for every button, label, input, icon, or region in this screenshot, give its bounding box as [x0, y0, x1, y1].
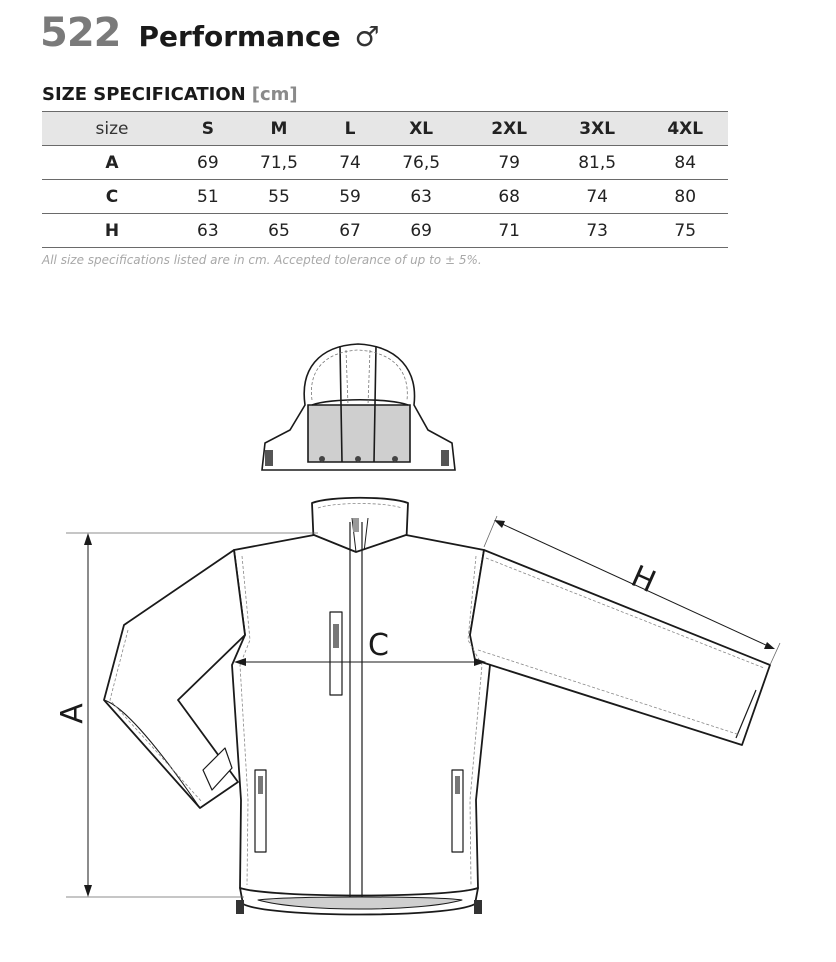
table-cell: 67 [324, 214, 376, 248]
dimension-label-c: C [368, 628, 389, 663]
table-cell: 69 [182, 146, 234, 180]
size-col-header: 4XL [642, 112, 728, 146]
table-cell: 63 [376, 180, 466, 214]
table-cell: 84 [642, 146, 728, 180]
table-cell: 65 [234, 214, 324, 248]
table-cell: 69 [376, 214, 466, 248]
table-cell: 76,5 [376, 146, 466, 180]
row-label: C [42, 180, 182, 214]
male-icon: ♂ [354, 20, 380, 53]
size-col-header: XL [376, 112, 466, 146]
jacket-drawing [104, 498, 770, 915]
table-cell: 79 [466, 146, 552, 180]
table-cell: 81,5 [552, 146, 642, 180]
table-cell: 68 [466, 180, 552, 214]
table-cell: 73 [552, 214, 642, 248]
table-cell: 63 [182, 214, 234, 248]
table-cell: 55 [234, 180, 324, 214]
size-corner-label: size [42, 112, 182, 146]
table-cell: 59 [324, 180, 376, 214]
spec-title: SIZE SPECIFICATION [42, 84, 246, 105]
hood-drawing [262, 344, 455, 470]
table-cell: 71 [466, 214, 552, 248]
dimension-label-h: H [625, 558, 661, 601]
product-name: Performance [138, 20, 341, 53]
table-cell: 74 [552, 180, 642, 214]
size-col-header: L [324, 112, 376, 146]
dimension-label-a: A [54, 703, 90, 724]
row-label: H [42, 214, 182, 248]
table-cell: 80 [642, 180, 728, 214]
size-col-header: M [234, 112, 324, 146]
table-cell: 51 [182, 180, 234, 214]
spec-unit: [cm] [251, 84, 298, 105]
size-col-header: 2XL [466, 112, 552, 146]
tolerance-note: All size specifications listed are in cm. Accepted tolerance of up to ± 5%. [42, 253, 482, 267]
table-cell: 75 [642, 214, 728, 248]
size-col-header: 3XL [552, 112, 642, 146]
table-cell: 74 [324, 146, 376, 180]
product-code: 522 [40, 10, 121, 56]
size-col-header: S [182, 112, 234, 146]
row-label: A [42, 146, 182, 180]
table-cell: 71,5 [234, 146, 324, 180]
